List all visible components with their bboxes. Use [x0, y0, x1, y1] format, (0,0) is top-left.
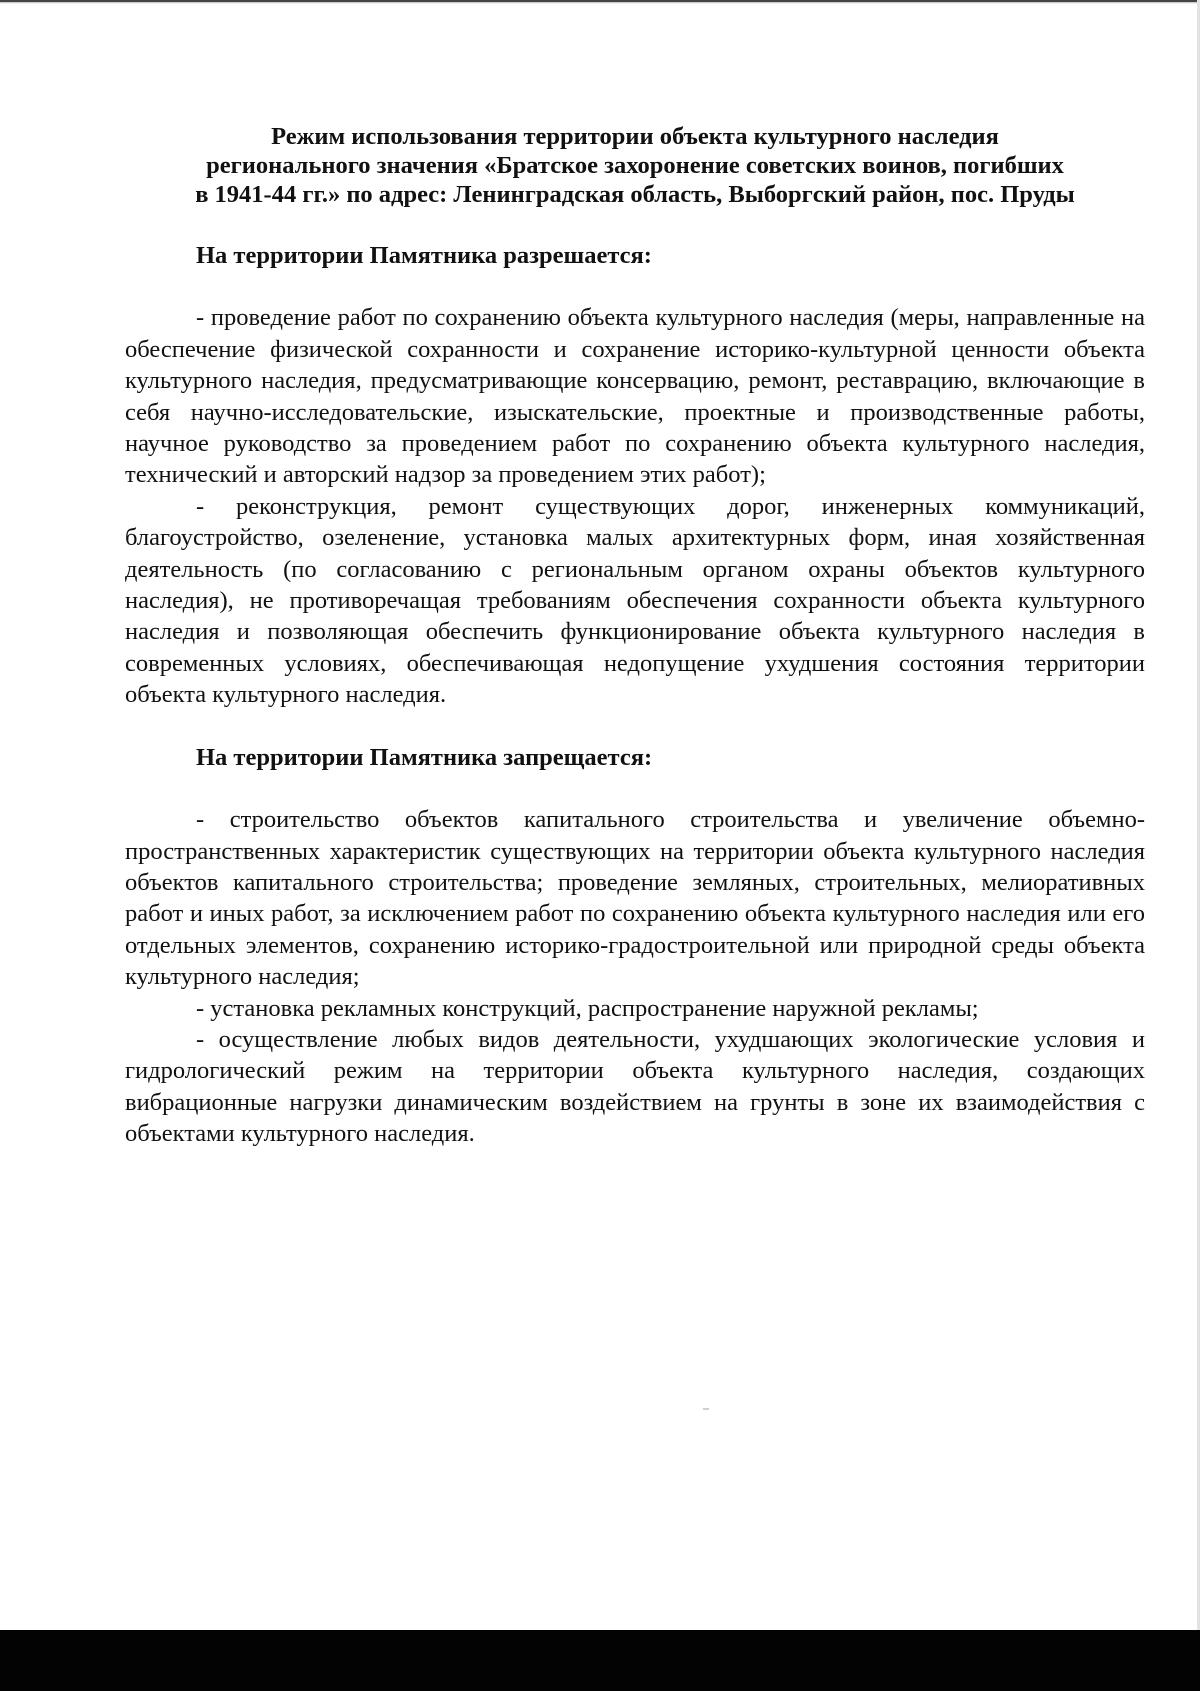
scan-bottom-band	[0, 1630, 1200, 1691]
prohibited-item: - осуществление любых видов деятельности, ухудшающих экологические условия и гидрологический режим на территории объекта культурного наследия, создающих вибрационные нагрузки динамическим воздействием на грунты в зоне их взаимодействия с объектами культурного наследия.	[125, 1025, 1145, 1148]
scan-top-edge	[0, 0, 1200, 4]
allowed-item: - реконструкция, ремонт существующих дорог, инженерных коммуникаций, благоустройство, озеленение, установка малых архитектурных форм, иная хозяйственная деятельность (по согласованию с региональным органом охраны объектов культурного наследия), не противоречащая требованиям обеспечения сохранности объекта культурного наследия и позволяющая обеспечить функционирование объекта культурного наследия в современных условиях, обеспечивающая недопущение ухудшения состояния территории объекта культурного наследия.	[125, 492, 1145, 709]
scan-speck	[703, 1408, 709, 1410]
prohibited-heading: На территории Памятника запрещается:	[196, 743, 653, 771]
title-line: Режим использования территории объекта культурного наследия	[271, 123, 999, 150]
title-line: в 1941-44 гг.» по адрес: Ленинградская область, Выборгский район, пос. Пруды	[195, 181, 1075, 208]
document-title	[125, 122, 1145, 209]
title-line: регионального значения «Братское захоронение советских воинов, погибших	[206, 152, 1064, 179]
prohibited-item: - строительство объектов капитального строительства и увеличение объемно-пространственных характеристик существующих на территории объекта культурного наследия объектов капитального строительства; проведение земляных, строительных, мелиоративных работ и иных работ, за исключением работ по сохранению объекта культурного наследия или его отдельных элементов, сохранению историко-градостроительной или природной среды объекта культурного наследия;	[125, 806, 1145, 991]
allowed-item: - проведение работ по сохранению объекта культурного наследия (меры, направленные на обеспечение физической сохранности и сохранение историко-культурной ценности объекта культурного наследия, предусматривающие консервацию, ремонт, реставрацию, включающие в себя научно-исследовательские, изыскательские, проектные и производственные работы, научное руководство за проведением работ по сохранению объекта культурного наследия, технический и авторский надзор за проведением этих работ);	[125, 304, 1145, 489]
document-page	[125, 122, 1145, 1150]
allowed-heading: На территории Памятника разрешается:	[196, 242, 652, 269]
prohibited-item: - установка рекламных конструкций, распространение наружной рекламы;	[196, 994, 979, 1022]
